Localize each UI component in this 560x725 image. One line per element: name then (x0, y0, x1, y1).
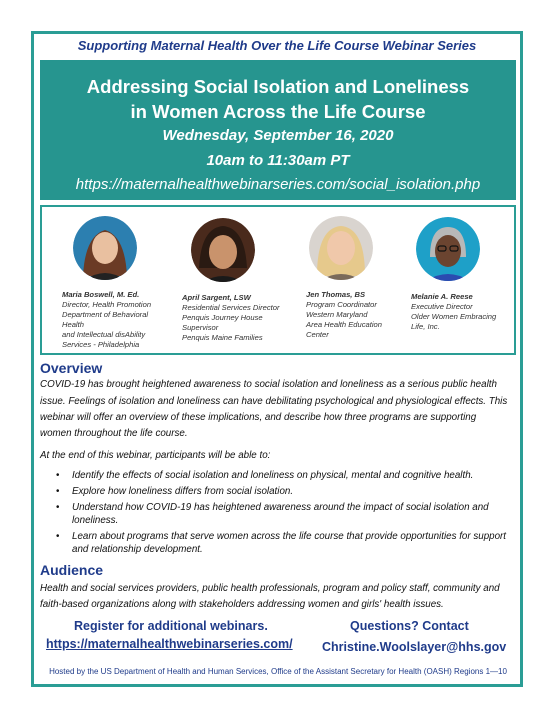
contact-label: Questions? Contact (350, 619, 469, 633)
objective-item-1: • Identify the effects of social isolation and loneliness on physical, mental and cognitive health. (56, 469, 516, 482)
register-link[interactable]: https://maternalhealthwebinarseries.com/ (46, 637, 293, 651)
overview-line-1: COVID-19 has brought heightened awareness to social isolation and loneliness as a serious public health (40, 379, 497, 390)
objectives-intro: At the end of this webinar, participants will be able to: (40, 450, 271, 461)
overview-line-2: issue. Feelings of isolation and loneliness can have debilitating psychological and physiological effects. This (40, 396, 508, 407)
speaker-3-line-1: Program Coordinator (306, 300, 377, 309)
speaker-1-line-4: and Intellectual disAbility (62, 330, 146, 339)
speaker-4-name: Melanie A. Reese (411, 292, 473, 301)
speaker-2-line-1: Residential Services Director (182, 303, 280, 312)
objective-item-4: • Learn about programs that serve women across the life course that provide opportunities for support and relationship development. (56, 530, 516, 556)
series-title: Supporting Maternal Health Over the Life Course Webinar Series (77, 38, 477, 53)
objective-item-2: • Explore how loneliness differs from social isolation. (56, 485, 516, 498)
speaker-3-line-2: Western Maryland (306, 310, 368, 319)
speaker-3-line-4: Center (306, 330, 329, 339)
overview-line-3: webinar will offer an overview of these implications, and describe how three programs are supporting (40, 412, 477, 423)
webinar-title-line1: Addressing Social Isolation and Loneliness (86, 76, 470, 97)
speaker-2-name: April Sargent, LSW (182, 293, 251, 302)
webinar-url-link[interactable]: https://maternalhealthwebinarseries.com/social_isolation.php (75, 176, 481, 193)
footer-hosted-by: Hosted by the US Department of Health and Human Services, Office of the Assistant Secretary for Health (OASH) Regions 1—10 (49, 667, 507, 676)
speakers-panel (40, 205, 516, 355)
title-banner (40, 60, 516, 200)
speaker-2-line-2: Penquis Journey House (182, 313, 263, 322)
audience-heading: Audience (40, 562, 104, 578)
speaker-3-name: Jen Thomas, BS (306, 290, 366, 299)
overview-line-4: women throughout the life course. (40, 428, 188, 439)
overview-heading: Overview (40, 360, 103, 376)
avatar-speaker-4 (416, 217, 480, 281)
speaker-2-line-4: Penquis Maine Families (182, 333, 263, 342)
avatar-speaker-3 (309, 216, 373, 280)
webinar-date: Wednesday, September 16, 2020 (162, 127, 394, 144)
speaker-2-line-3: Supervisor (182, 323, 219, 332)
audience-line-1: Health and social services providers, public health professionals, program and policy staff, community and (40, 583, 500, 594)
objectives-list (56, 469, 516, 559)
webinar-time: 10am to 11:30am PT (206, 152, 350, 169)
speaker-1-line-1: Director, Health Promotion (62, 300, 152, 309)
speaker-4-line-1: Executive Director (411, 302, 473, 311)
speaker-4-line-3: Life, Inc. (411, 322, 440, 331)
speaker-3-line-3: Area Health Education (306, 320, 382, 329)
avatar-speaker-2 (191, 218, 255, 282)
contact-email-link[interactable]: Christine.Woolslayer@hhs.gov (322, 640, 507, 654)
speaker-1-name: Maria Boswell, M. Ed. (62, 290, 140, 299)
webinar-title-line2: in Women Across the Life Course (130, 101, 426, 122)
speaker-1-line-3: Health (62, 320, 84, 329)
avatar-speaker-1 (73, 216, 137, 280)
objective-item-3: • Understand how COVID-19 has heightened awareness around the impact of social isolation and loneliness. (56, 501, 516, 527)
speaker-1-line-2: Department of Behavioral (62, 310, 149, 319)
register-label: Register for additional webinars. (74, 619, 268, 633)
speaker-1-line-5: Services - Philadelphia (62, 340, 140, 349)
audience-line-2: faith-based organizations along with stakeholders addressing women and girls' health issues. (40, 599, 444, 610)
speaker-4-line-2: Older Women Embracing (411, 312, 497, 321)
